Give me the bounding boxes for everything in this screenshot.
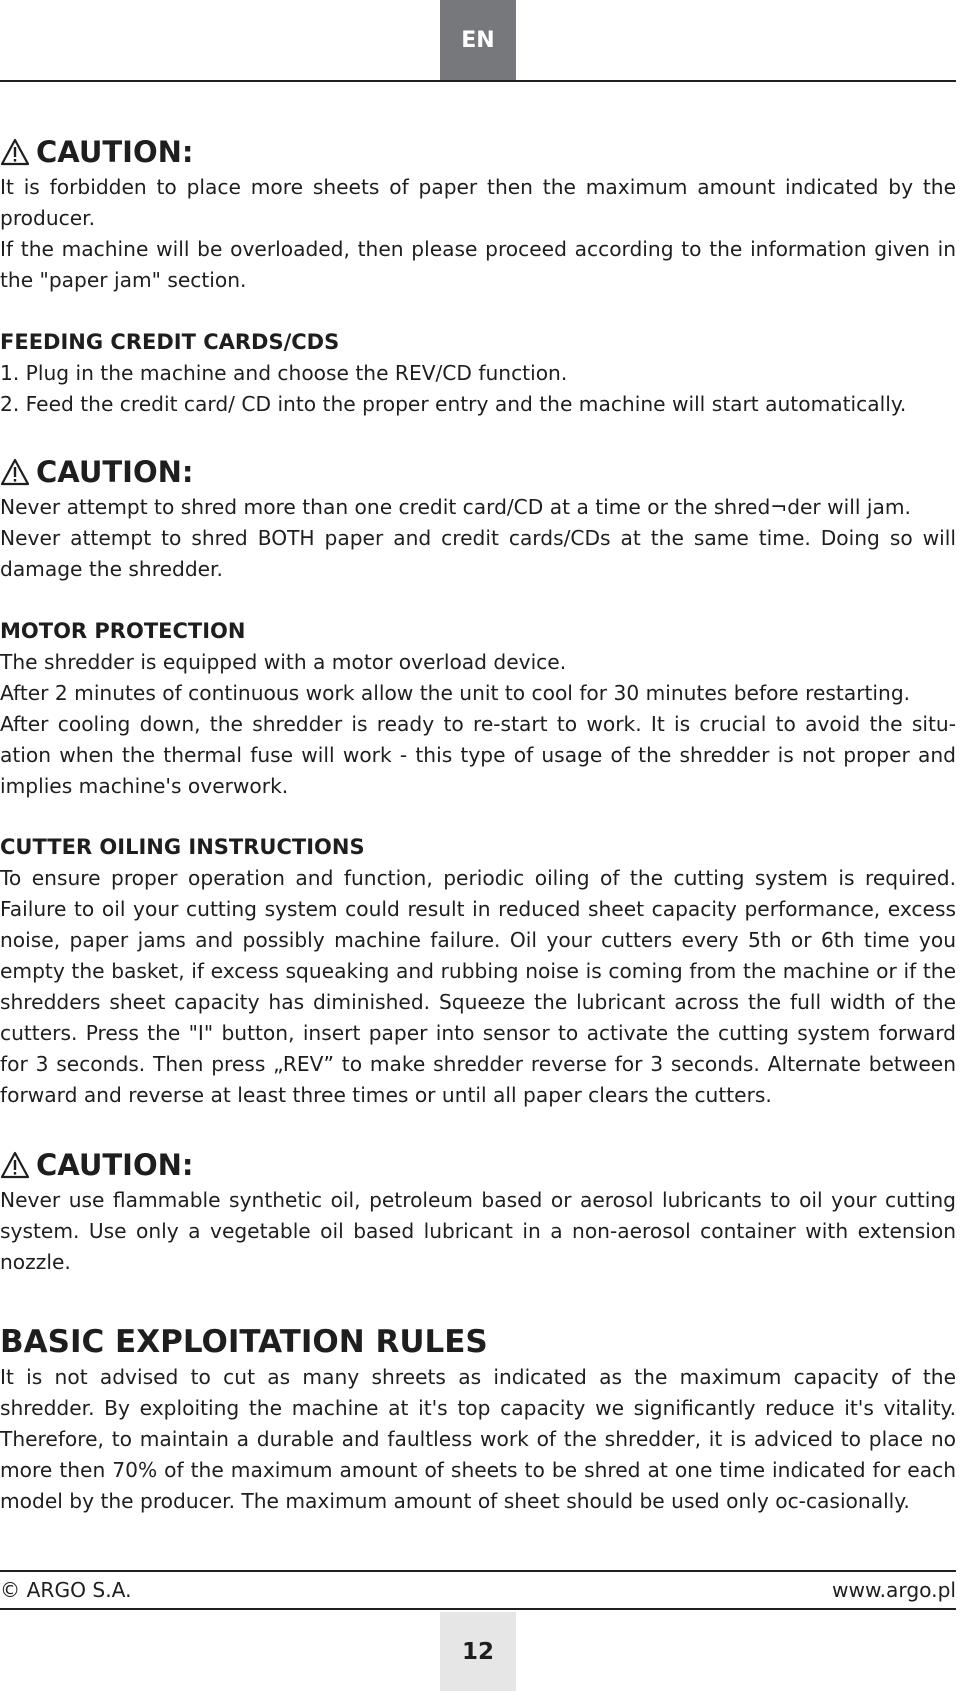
website-link[interactable]: www.argo.pl (831, 1578, 956, 1602)
caution-text: Never attempt to shred more than one credit card/CD at a time or the shred¬der will jam. (0, 495, 911, 519)
paragraph: The shredder is equipped with a motor overload device. (0, 650, 567, 674)
section-heading-basic: BASIC EXPLOITATION RULES (0, 1324, 488, 1360)
caution-title: CAUTION: (36, 455, 194, 489)
paragraph: It is not advised to cut as many shreets as indicated as the maximum capacity of the shredder. By exploiting the machine at it's top capacity we significantly reduce it's vitality. Therefore, to maintain a durable and faultless work of the shredder, it is adviced to place no more then 70% of the maximum amount of sheets to be shred at one time indicated for each model by the producer. The maximum amount of sheet should be used only oc-casionally. (0, 1365, 956, 1513)
caution-title: CAUTION: (36, 135, 194, 169)
caution-heading-2 (0, 452, 956, 492)
step-item: 2. Feed the credit card/ CD into the proper entry and the machine will start automatically. (0, 392, 907, 416)
caution-title: CAUTION: (36, 1148, 194, 1182)
footer-divider-top (0, 1570, 956, 1572)
header-divider (0, 80, 956, 82)
page-content (0, 132, 956, 1517)
caution-text: Never attempt to shred BOTH paper and credit cards/CDs at the same time. Doing so will damage the shredder. (0, 526, 956, 581)
page-number-tab (440, 1612, 516, 1691)
section-heading-motor: MOTOR PROTECTION (0, 619, 246, 643)
language-tab (440, 0, 516, 80)
footer-divider-bottom (0, 1608, 956, 1610)
section-heading-oiling: CUTTER OILING INSTRUCTIONS (0, 835, 365, 859)
warning-triangle-icon (0, 138, 30, 166)
caution-heading-1 (0, 132, 956, 172)
warning-triangle-icon (0, 1151, 30, 1179)
caution-text: Never use flammable synthetic oil, petroleum based or aerosol lubricants to oil your cutting system. Use only a vegetable oil based lubricant in a non-aerosol container with extension nozzle. (0, 1188, 956, 1274)
language-label: EN (461, 27, 495, 53)
warning-triangle-icon (0, 458, 30, 486)
page-number: 12 (461, 1638, 494, 1665)
caution-heading-3 (0, 1145, 956, 1185)
caution-text: It is forbidden to place more sheets of paper then the maximum amount indicated by the producer. (0, 175, 956, 230)
step-item: 1. Plug in the machine and choose the REV/CD function. (0, 361, 568, 385)
caution-text: If the machine will be overloaded, then please proceed according to the information given in the "paper jam" section. (0, 237, 956, 292)
paragraph: To ensure proper operation and function, periodic oiling of the cutting system is required. Failure to oil your cutting system could result in reduced sheet capacity performance, excess noise, paper jams and possibly machine failure. Oil your cutters every 5th or 6th time you empty the basket, if excess squeaking and rubbing noise is coming from the machine or if the shredders sheet capacity has diminished. Squeeze the lubricant across the full width of the cutters. Press the "I" button, insert paper into sensor to activate the cutting system forward for 3 seconds. Then press „REV” to make shredder reverse for 3 seconds. Alternate between forward and reverse at least three times or until all paper clears the cutters. (0, 866, 956, 1107)
paragraph: After cooling down, the shredder is ready to re-start to work. It is crucial to avoid the situ-ation when the thermal fuse will work - this type of usage of the shredder is not proper and implies machine's overwork. (0, 712, 956, 798)
section-heading-feeding: FEEDING CREDIT CARDS/CDS (0, 330, 340, 354)
copyright-text: © ARGO S.A. (0, 1578, 132, 1602)
paragraph: After 2 minutes of continuous work allow the unit to cool for 30 minutes before restarting. (0, 681, 911, 705)
